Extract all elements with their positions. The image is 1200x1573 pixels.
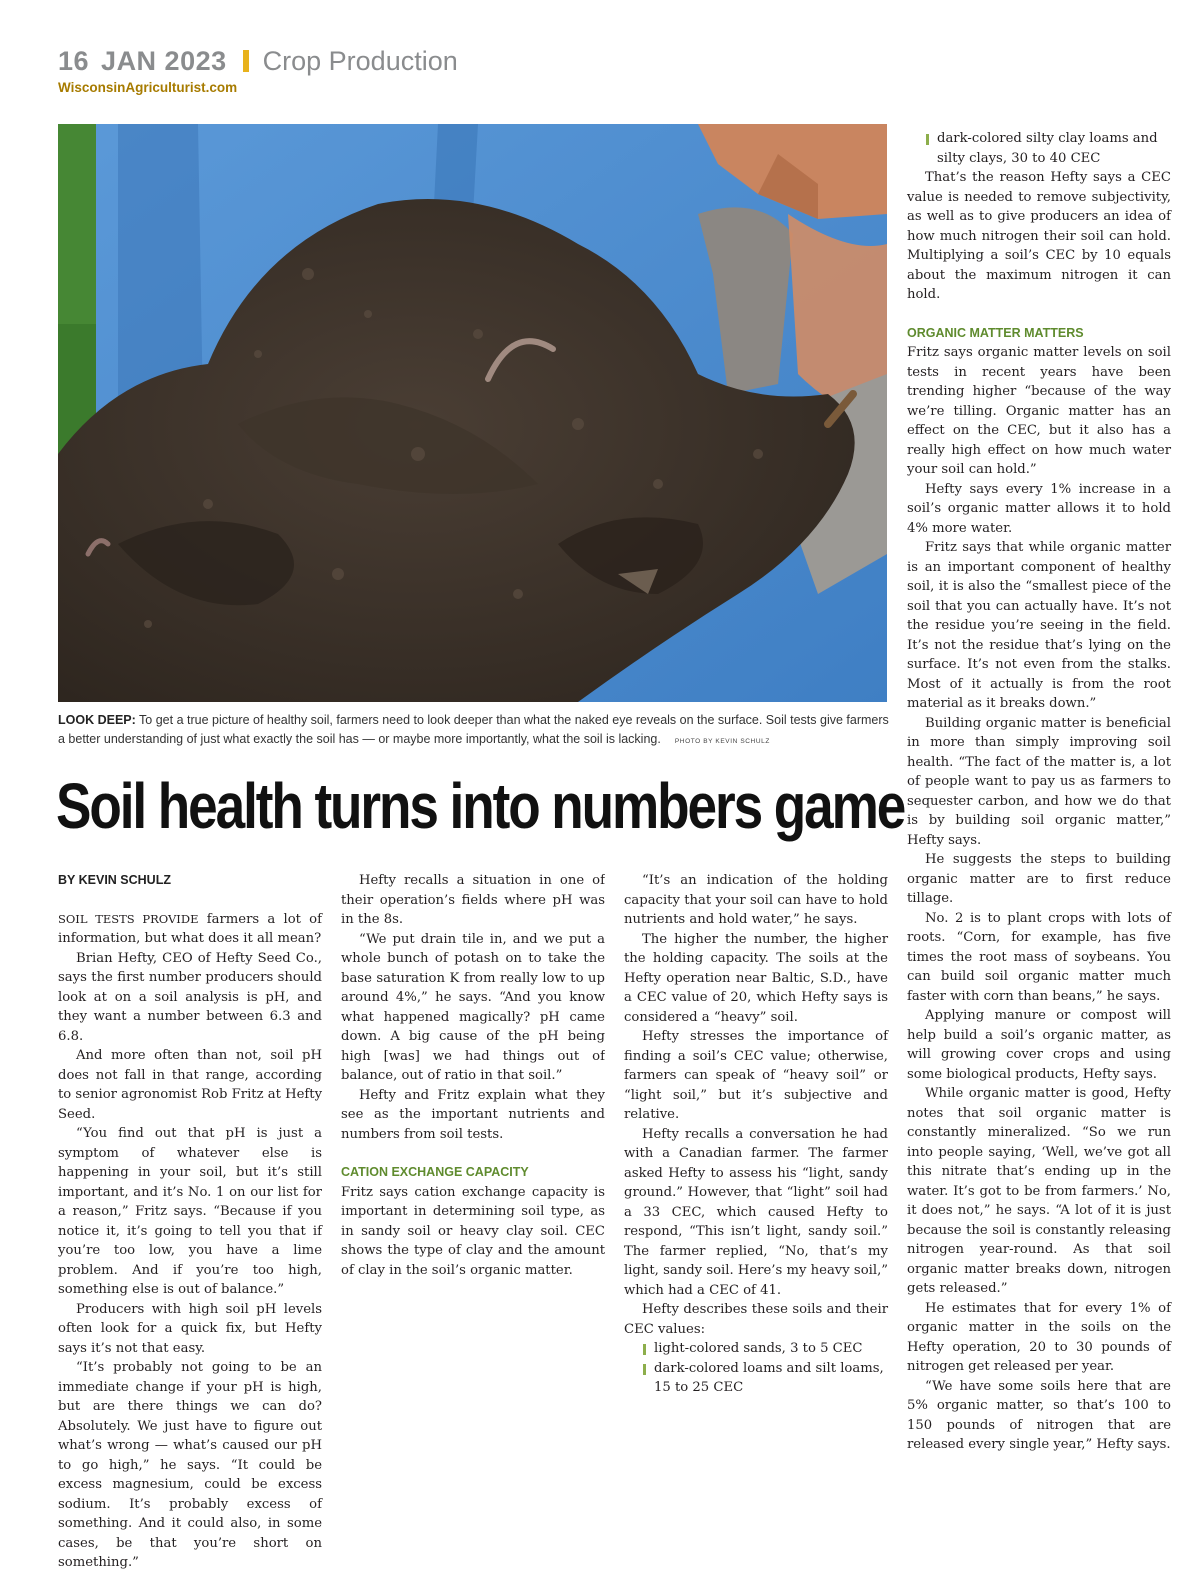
paragraph: Hefty describes these soils and their CEC values: xyxy=(624,1302,888,1337)
cec-values-list xyxy=(624,1339,888,1398)
photo-caption xyxy=(58,711,890,751)
byline: BY KEVIN SCHULZ xyxy=(58,873,171,887)
caption-lead: LOOK DEEP: xyxy=(58,713,136,727)
paragraph: He suggests the steps to building organic matter are to first reduce tillage. xyxy=(907,852,1171,906)
paragraph: Fritz says that while organic matter is an important component of healthy soil, it is also the “smallest piece of the soil that you can actually have. It’s not the residue you’re seeing in the field. It’s not the residue that’s lying on the surface. It’s not even from the stalks. Most of it actually is from the root material as it breaks down.” xyxy=(907,540,1171,711)
paragraph: Hefty stresses the importance of finding a soil’s CEC value; otherwise, farmers can speak of “heavy soil” or “light soil,” but it’s subjective and relative. xyxy=(624,1029,888,1122)
article-column-3 xyxy=(624,871,888,1398)
paragraph: Hefty recalls a conversation he had with a Canadian farmer. The farmer asked Hefty to assess his “light, sandy ground.” However, that “light” soil had a 33 CEC, which caused Hefty to respond, “This isn’t light, sandy soil.” The farmer replied, “No, that’s my light, sandy soil. Here’s my heavy soil,” which had a CEC of 41. xyxy=(624,1126,888,1298)
article-column-4 xyxy=(907,129,1171,1455)
paragraph: Hefty recalls a situation in one of their operation’s fields where pH was in the 8s. xyxy=(341,873,605,927)
article-headline: Soil health turns into numbers game xyxy=(56,770,905,842)
paragraph: “We put drain tile in, and we put a whole bunch of potash on to take the base saturation K from really low to up around 4%,” he says. “And you know what happened magically? pH came down. A big cause of the pH being high [was] we had things out of balance, out of ratio in that soil.” xyxy=(341,931,605,1083)
article-photo xyxy=(58,124,887,702)
soil-shovel-illustration xyxy=(58,124,887,702)
paragraph: Building organic matter is beneficial in more than simply improving soil health. “The fact of the matter is, a lot of people want to pay us as farmers to sequester carbon, and how we do that is by building soil organic matter,” Hefty says. xyxy=(907,715,1171,848)
lead-in: SOIL TESTS PROVIDE xyxy=(58,911,199,926)
caption-text: To get a true picture of healthy soil, farmers need to look deeper than what the naked eye reveals on the surface. Soil tests give farmers a better understanding of just what exactly the soil has — or maybe more importantly, what the soil is lacking. xyxy=(58,713,889,746)
section-divider-bar xyxy=(243,50,249,72)
photo-credit: PHOTO BY KEVIN SCHULZ xyxy=(674,738,770,745)
paragraph: “It’s an indication of the holding capacity that your soil can have to hold nutrients and hold water,” he says. xyxy=(624,873,888,927)
paragraph: While organic matter is good, Hefty notes that soil organic matter is constantly mineralized. “So we run into people saying, ‘Well, we’ve got all this nitrate that’s ending up in the water. It’s got to be from farmers.’ No, it does not,” he says. “A lot of it is just because the soil is constantly releasing nitrogen year-round. As that soil organic matter breaks down, nitrogen gets released.” xyxy=(907,1086,1171,1296)
paragraph: “It’s probably not going to be an immediate change if your pH is high, but are there things we can do? Absolutely. We just have to figure out what’s wrong — what’s caused our pH to go high,” he says. “It could be excess magnesium, could be excess sodium. It’s probably excess of something. And it could also, in some cases, be that you’re short on something.” xyxy=(58,1360,322,1570)
paragraph: SOIL TESTS PROVIDE farmers a lot of information, but what does it all mean? xyxy=(58,911,322,946)
subhead-cation-exchange-capacity: CATION EXCHANGE CAPACITY xyxy=(341,1165,529,1179)
paragraph: He estimates that for every 1% of organic matter in the soils on the Hefty operation, 20 to 30 pounds of nitrogen get released per year. xyxy=(907,1300,1171,1374)
paragraph: No. 2 is to plant crops with lots of roots. “Corn, for example, has five times the root mass of soybeans. You can build soil organic matter much faster with corn than beans,” he says. xyxy=(907,910,1171,1004)
paragraph: Fritz says cation exchange capacity is important in determining soil type, as in sandy soil or heavy clay soil. CEC shows the type of clay and the amount of clay in the soil’s organic matter. xyxy=(341,1184,605,1278)
paragraph: Hefty says every 1% increase in a soil’s organic matter allows it to hold 4% more water. xyxy=(907,481,1171,536)
paragraph: Hefty and Fritz explain what they see as the important nutrients and numbers from soil tests. xyxy=(341,1087,605,1142)
paragraph: That’s the reason Hefty says a CEC value is needed to remove subjectivity, as well as to give producers an idea of how much nitrogen their soil can hold. Multiplying a soil’s CEC by 10 equals about the maximum nitrogen it can hold. xyxy=(907,170,1171,302)
list-item: light-colored sands, 3 to 5 CEC xyxy=(624,1339,888,1359)
website-url[interactable]: WisconsinAgriculturist.com xyxy=(58,80,238,95)
issue-date: JAN 2023 xyxy=(101,46,227,76)
paragraph: “We have some soils here that are 5% organic matter, so that’s 100 to 150 pounds of nitrogen that are released every single year,” Hefty says. xyxy=(907,1378,1171,1452)
paragraph: Fritz says organic matter levels on soil tests in recent years have been trending higher “because of the way we’re tilling. Organic matter has an effect on the CEC, but it also has a really high effect on how much water your soil can hold.” xyxy=(907,345,1171,477)
paragraph: “You find out that pH is just a symptom of whatever else is happening in your soil, but it’s still important, and it’s No. 1 on our list for a reason,” Fritz says. “Because if you notice it, it’s going to tell you that if you’re too low, you have a lime problem. And if you’re too high, something else is out of balance.” xyxy=(58,1126,322,1297)
article-column-2 xyxy=(341,871,605,1367)
list-item: dark-colored silty clay loams and silty clays, 30 to 40 CEC xyxy=(907,129,1171,168)
paragraph: Brian Hefty, CEO of Hefty Seed Co., says the first number producers should look at on a soil analysis is pH, and they want a number between 6.3 and 6.8. xyxy=(58,950,322,1044)
section-name: Crop Production xyxy=(262,46,458,76)
list-item: dark-colored loams and silt loams, 15 to 25 CEC xyxy=(624,1359,888,1398)
subhead-organic-matter-matters: ORGANIC MATTER MATTERS xyxy=(907,325,1084,340)
page-number: 16 xyxy=(58,46,90,76)
folio-line xyxy=(58,44,458,78)
cec-values-list-continued xyxy=(907,129,1171,168)
page-header xyxy=(58,44,458,95)
paragraph: And more often than not, soil pH does not fall in that range, according to senior agronomist Rob Fritz at Hefty Seed. xyxy=(58,1048,323,1122)
article-column-1 xyxy=(58,871,322,1573)
paragraph: The higher the number, the higher the holding capacity. The soils at the Hefty operation near Baltic, S.D., have a CEC value of 20, which Hefty says is considered a “heavy” soil. xyxy=(624,931,888,1025)
paragraph: Producers with high soil pH levels often look for a quick fix, but Hefty says it’s not that easy. xyxy=(58,1301,322,1356)
paragraph: Applying manure or compost will help build a soil’s organic matter, as will growing cover crops and using some biological products, Hefty says. xyxy=(907,1008,1171,1082)
